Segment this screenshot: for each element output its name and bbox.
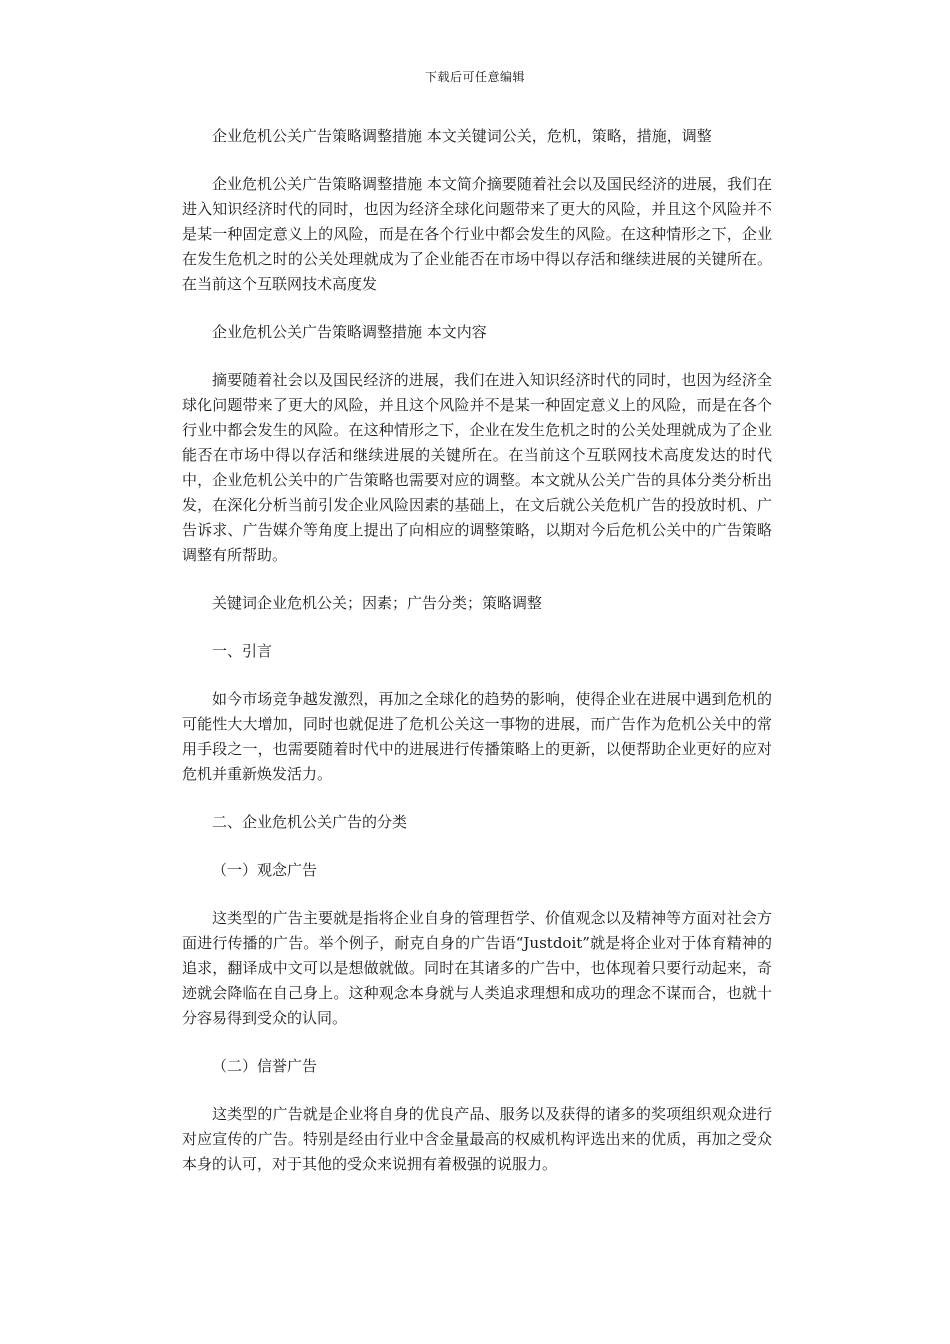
title-keywords-paragraph: 企业危机公关广告策略调整措施 本文关键词公关，危机，策略，措施，调整 xyxy=(212,127,712,145)
summary-paragraph: 企业危机公关广告策略调整措施 本文简介摘要随着社会以及国民经济的进展，我们在进入知识经济时代的同时，也因为经济全球化问题带来了更大的风险，并且这个风险并不是某一种固定意义上的风险，而是在各个行业中都会发生的风险。在这种情形之下，企业在发生危机之时的公关处理就成为了企业能否在市场中得以存活和继续进展的关键所在。在当前这个互联网技术高度发 xyxy=(182,175,772,293)
subheading-reputation-ads: （二）信誉广告 xyxy=(212,1057,318,1075)
abstract-paragraph: 摘要随着社会以及国民经济的进展，我们在进入知识经济时代的同时，也因为经济全球化问题带来了更大的风险，并且这个风险并不是某一种固定意义上的风险，而是在各个行业中都会发生的风险。在这种情形之下，企业在发生危机之时的公关处理就成为了企业能否在市场中得以存活和继续进展的关键所在。在当前这个互联网技术高度发达的时代中，企业危机公关中的广告策略也需要对应的调整。本文就从公关广告的具体分类分析出发，在深化分析当前引发企业风险因素的基础上，在文后就公关危机广告的投放时机、广告诉求、广告媒介等角度上提出了向相应的调整策略，以期对今后危机公关中的广告策略调整有所帮助。 xyxy=(182,371,772,564)
page-header-note: 下载后可任意编辑 xyxy=(424,70,525,84)
section-heading-intro: 一、引言 xyxy=(212,642,273,660)
reputation-ads-paragraph: 这类型的广告就是企业将自身的优良产品、服务以及获得的诸多的奖项组织观众进行对应宣传的广告。特别是经由行业中含金量最高的权威机构评选出来的优质，再加之受众本身的认可，对于其他的受众来说拥有着极强的说服力。 xyxy=(182,1105,772,1173)
concept-ads-paragraph: 这类型的广告主要就是指将企业自身的管理哲学、价值观念以及精神等方面对社会方面进行传播的广告。举个例子，耐克自身的广告语“Justdoit”就是将企业对于体育精神的追求，翻译成中文可以是想做就做。同时在其诸多的广告中，也体现着只要行动起来，奇迹就会降临在自己身上。这种观念本身就与人类追求理想和成功的理念不谋而合，也就十分容易得到受众的认同。 xyxy=(182,909,772,1027)
intro-paragraph: 如今市场竞争越发激烈，再加之全球化的趋势的影响，使得企业在进展中遇到危机的可能性大大增加，同时也就促进了危机公关这一事物的进展，而广告作为危机公关中的常用手段之一，也需要随着时代中的进展进行传播策略上的更新，以便帮助企业更好的应对危机并重新焕发活力。 xyxy=(182,690,772,783)
section-heading-classification: 二、企业危机公关广告的分类 xyxy=(212,813,408,831)
keywords-paragraph: 关键词企业危机公关；因素；广告分类；策略调整 xyxy=(212,594,543,612)
subheading-concept-ads: （一）观念广告 xyxy=(212,861,318,879)
content-heading: 企业危机公关广告策略调整措施 本文内容 xyxy=(212,323,487,341)
document-body xyxy=(182,124,772,1200)
